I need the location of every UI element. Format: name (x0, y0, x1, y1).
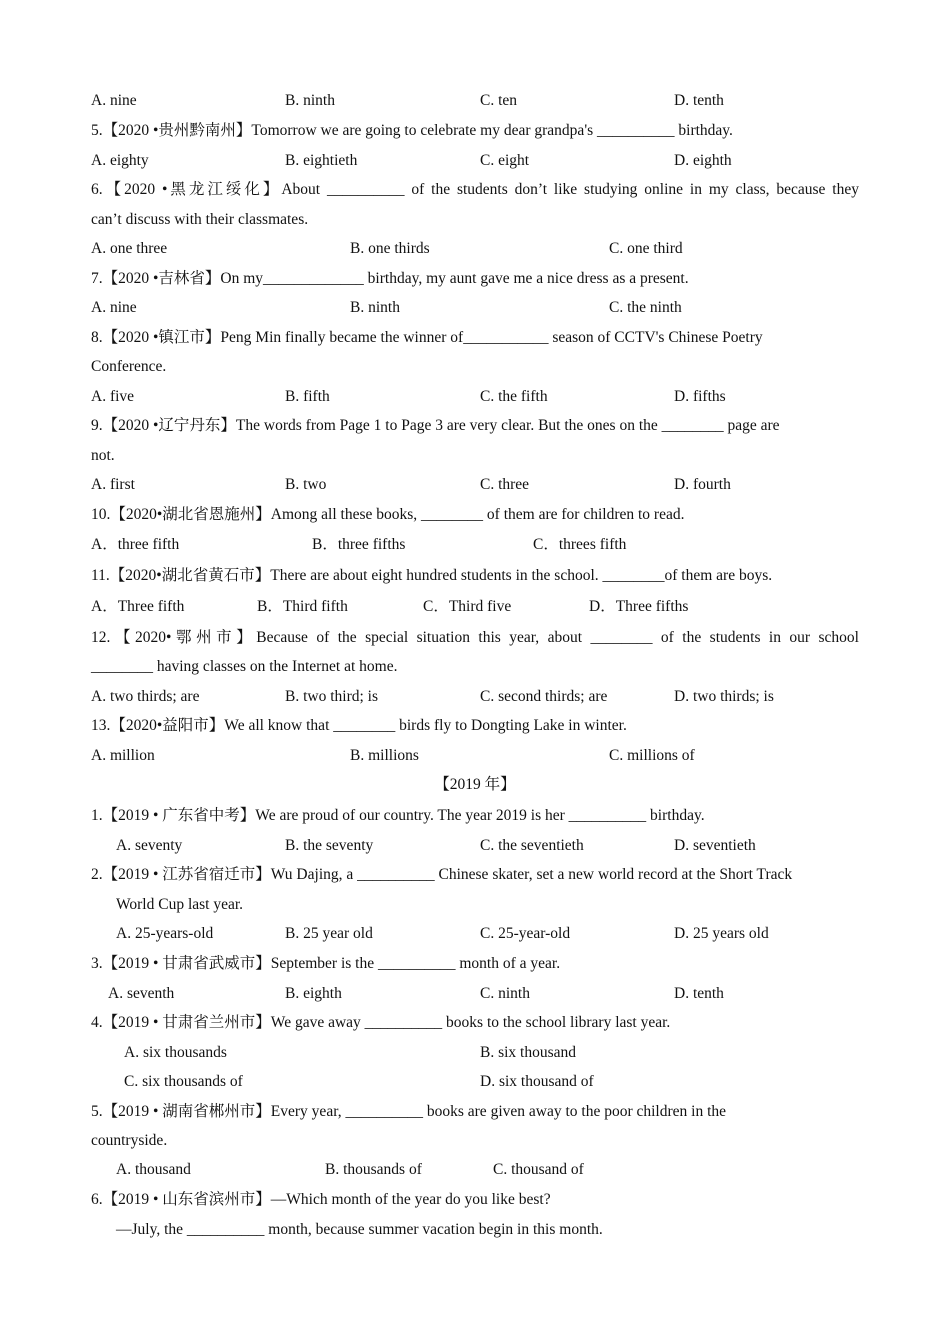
q2020-4-option-b: B. ninth (285, 92, 335, 109)
q2020-5-option-d: D. eighth (674, 152, 732, 169)
q2020-11-option-a: A．Three fifth (91, 598, 185, 615)
q2019-6-stem-line1: 6.【2019 • 山东省滨州市】—Which month of the year do you like best? (91, 1191, 551, 1208)
q2020-8-stem-line1: 8.【2020 •镇江市】Peng Min finally became the winner of___________ season of CCTV's Chinese Poetry (91, 329, 763, 346)
q2019-4-option-c: C. six thousands of (124, 1073, 243, 1090)
q2019-5-option-a: A. thousand (116, 1161, 191, 1178)
q2020-7-stem: 7.【2020 •吉林省】On my_____________ birthday, my aunt gave me a nice dress as a present. (91, 270, 689, 287)
q2019-3-stem: 3.【2019 • 甘肃省武威市】September is the __________ month of a year. (91, 955, 561, 972)
q2020-11-option-d: D．Three fifths (589, 598, 689, 615)
q2020-12-stem-line1: 12.【2020•鄂州市】Because of the special situation this year, about ________ of the students in our school (91, 629, 859, 646)
q2020-9-option-b: B. two (285, 476, 327, 493)
q2019-5-stem-line1: 5.【2019 • 湖南省郴州市】Every year, __________ books are given away to the poor children in the (91, 1103, 727, 1120)
q2019-2-stem-line1: 2.【2019 • 江苏省宿迁市】Wu Dajing, a __________ Chinese skater, set a new world record at the Short Track (91, 866, 793, 883)
q2020-9-stem-line1: 9.【2020 •辽宁丹东】The words from Page 1 to Page 3 are very clear. But the ones on the ________ page are (91, 417, 780, 434)
q2019-3-option-c: C. ninth (480, 985, 530, 1002)
q2020-13-option-b: B. millions (350, 747, 419, 764)
q2020-12-option-a: A. two thirds; are (91, 688, 200, 705)
q2020-7-option-c: C. the ninth (609, 299, 682, 316)
q2019-2-option-a: A. 25-years-old (116, 925, 214, 942)
q2019-1-option-d: D. seventieth (674, 837, 756, 854)
q2020-13-stem: 13.【2020•益阳市】We all know that ________ birds fly to Dongting Lake in winter. (91, 717, 627, 734)
q2020-6-option-a: A. one three (91, 240, 168, 257)
q2019-5-stem-line2: countryside. (91, 1132, 168, 1149)
q2020-12-option-d: D. two thirds; is (674, 688, 774, 705)
q2019-4-option-a: A. six thousands (124, 1044, 227, 1061)
q2020-10-option-a: A．three fifth (91, 536, 180, 553)
q2020-13-option-c: C. millions of (609, 747, 695, 764)
q2020-10-stem: 10.【2020•湖北省恩施州】Among all these books, ________ of them are for children to read. (91, 506, 685, 523)
q2019-4-stem: 4.【2019 • 甘肃省兰州市】We gave away __________ books to the school library last year. (91, 1014, 671, 1031)
q2020-13-option-a: A. million (91, 747, 155, 764)
q2020-9-option-d: D. fourth (674, 476, 731, 493)
q2020-5-option-b: B. eightieth (285, 152, 358, 169)
q2020-4-option-d: D. tenth (674, 92, 724, 109)
q2019-1-stem: 1.【2019 • 广东省中考】We are proud of our country. The year 2019 is her __________ birthday. (91, 807, 705, 824)
q2019-1-option-c: C. the seventieth (480, 837, 584, 854)
q2019-2-stem-line2: World Cup last year. (116, 896, 244, 913)
q2019-5-option-b: B. thousands of (325, 1161, 422, 1178)
q2019-1-option-b: B. the seventy (285, 837, 374, 854)
q2020-11-option-c: C．Third five (423, 598, 512, 615)
q2019-3-option-d: D. tenth (674, 985, 724, 1002)
q2020-7-option-a: A. nine (91, 299, 137, 316)
section-heading-2019: 【2019 年】 (434, 776, 516, 793)
q2019-6-stem-line2: —July, the __________ month, because summer vacation begin in this month. (116, 1221, 603, 1238)
q2019-4-option-d: D. six thousand of (480, 1073, 594, 1090)
q2020-8-option-b: B. fifth (285, 388, 330, 405)
q2020-9-option-c: C. three (480, 476, 530, 493)
q2020-12-option-c: C. second thirds; are (480, 688, 608, 705)
q2020-9-option-a: A. first (91, 476, 135, 493)
q2019-1-option-a: A. seventy (116, 837, 183, 854)
q2020-8-option-c: C. the fifth (480, 388, 548, 405)
q2020-4-option-c: C. ten (480, 92, 518, 109)
q2020-7-option-b: B. ninth (350, 299, 400, 316)
q2019-3-option-b: B. eighth (285, 985, 342, 1002)
q2019-2-option-b: B. 25 year old (285, 925, 373, 942)
q2020-6-option-c: C. one third (609, 240, 683, 257)
q2020-8-option-a: A. five (91, 388, 135, 405)
q2020-5-option-a: A. eighty (91, 152, 149, 169)
q2020-10-option-c: C．threes fifth (533, 536, 627, 553)
q2020-12-stem-line2: ________ having classes on the Internet at home. (91, 658, 398, 675)
q2020-5-stem: 5.【2020 •贵州黔南州】Tomorrow we are going to celebrate my dear grandpa's __________ birthday. (91, 122, 733, 139)
q2020-8-stem-line2: Conference. (91, 358, 167, 375)
q2020-6-stem-line1: 6.【2020 •黑龙江绥化】About __________ of the students don’t like studying online in my class, because they (91, 181, 859, 198)
q2020-11-stem: 11.【2020•湖北省黄石市】There are about eight hundred students in the school. ________of them are boys. (91, 567, 773, 584)
q2020-6-option-b: B. one thirds (350, 240, 430, 257)
q2020-4-option-a: A. nine (91, 92, 137, 109)
q2020-9-stem-line2: not. (91, 447, 115, 464)
q2020-8-option-d: D. fifths (674, 388, 726, 405)
q2020-5-option-c: C. eight (480, 152, 530, 169)
q2020-6-stem-line2: can’t discuss with their classmates. (91, 211, 309, 228)
q2020-10-option-b: B．three fifths (312, 536, 406, 553)
q2019-4-option-b: B. six thousand (480, 1044, 577, 1061)
q2020-11-option-b: B．Third fifth (257, 598, 348, 615)
q2019-3-option-a: A. seventh (108, 985, 175, 1002)
q2020-12-option-b: B. two third; is (285, 688, 379, 705)
q2019-2-option-c: C. 25-year-old (480, 925, 571, 942)
q2019-5-option-c: C. thousand of (493, 1161, 584, 1178)
q2019-2-option-d: D. 25 years old (674, 925, 769, 942)
